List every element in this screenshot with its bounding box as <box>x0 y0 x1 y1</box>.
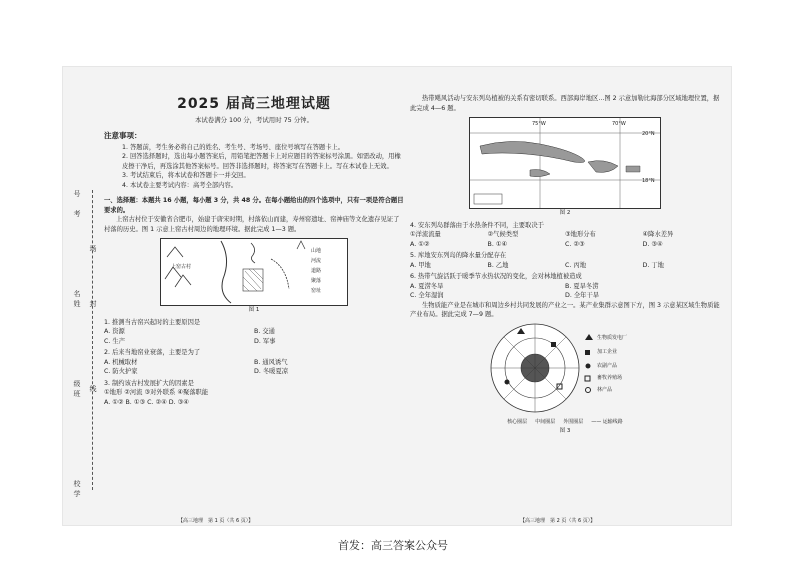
right-column <box>410 94 720 437</box>
question-stem: 3. 制约该古村发展扩大的因素是 <box>104 379 194 387</box>
side-label: 级 <box>73 380 81 387</box>
question-options <box>410 230 720 249</box>
option[interactable]: C. 全年湿润 <box>410 292 444 299</box>
option[interactable]: C. 防火护家 <box>104 368 138 375</box>
figure-3-bottom-legend <box>410 418 720 428</box>
map-legend-road: 道路 <box>311 268 322 274</box>
passage: 上窑古村位于安徽省合肥市，始建于唐宋时期，村落依山而建，寿州窑遗址、窑神庙等文化遗存见证了村落的历史。图 1 示意上窑古村周边的地理环境。据此完成 1—3 题。 <box>104 216 400 233</box>
option[interactable]: D. 冬暖夏凉 <box>254 368 289 375</box>
side-label: 名 <box>73 290 81 297</box>
passage: 生物质能产业是在城市和周边乡村共同发展的产业之一。某产业集群示意图下方，图 3 示意某区域生物质能产业布局。据此完成 7—9 题。 <box>410 301 720 318</box>
figure-2-map <box>469 117 661 209</box>
figure-3-svg <box>455 322 675 418</box>
option[interactable]: D. 全年干旱 <box>565 292 600 299</box>
paper-title: 2025 届高三地理试题 <box>177 96 331 112</box>
option[interactable]: C. 丙地 <box>565 261 586 269</box>
question-stem: 6. 热带气旋活跃于暖季节水热状况的变化，会对林地植被造成 <box>410 273 582 280</box>
figure-3-diagram <box>455 322 675 418</box>
side-label: 封 <box>89 300 97 307</box>
option[interactable]: A. 夏涝冬旱 <box>410 282 444 290</box>
option[interactable]: D. 军事 <box>254 337 276 345</box>
note-item: 2. 回答选择题时，选出每小题答案后，用铅笔把答题卡上对应题目的答案标号涂黑。如需改动，用橡皮擦干净后，再选涂其他答案标号。回答非选择题时，将答案写在答题卡上。写在本试卷上无效。 <box>122 153 401 170</box>
section-heading: 一、选择题：本题共 16 小题，每小题 3 分，共 48 分。在每小题给出的四个选项中，只有一项是符合题目要求的。 <box>104 197 404 214</box>
option: ③地形分布 <box>565 231 596 238</box>
passage: 热带飓风活动与安东列岛植被的关系有密切联系。西部海岸地区...图 2 示意加勒比海部分区域地理位置，据此完成 4—6 题。 <box>410 95 720 112</box>
side-label: 考 <box>73 210 81 217</box>
diagram-legend: 农副产品 <box>597 362 618 369</box>
note-item: 4. 本试卷主要考试内容：高考全部内容。 <box>122 181 238 189</box>
option: ①洋流流量 <box>410 231 441 238</box>
side-label: 校 <box>73 480 81 487</box>
option[interactable]: C. ②③ <box>565 240 585 248</box>
legend-item: 中间圈层 <box>535 418 556 425</box>
question-stem: 5. 库地安东列岛的降水量分配存在 <box>410 252 507 259</box>
map-label-lon: 70°W <box>612 121 626 127</box>
side-label: 班 <box>73 390 81 397</box>
map-label-lat: 20°N <box>642 131 655 137</box>
map-label-lat: 18°N <box>642 178 655 184</box>
figure-1-caption: 图 1 <box>248 307 260 313</box>
side-label: 号 <box>73 190 81 197</box>
note-item: 1. 答题前，考生务必将自己的姓名、考生号、考场号、座位号填写在答题卡上。 <box>122 143 345 151</box>
option[interactable]: A. ①② <box>410 240 430 248</box>
option[interactable]: A. ①② B. ①③ C. ②④ D. ③④ <box>104 398 189 406</box>
side-label: 学 <box>73 490 81 497</box>
side-label: 场 <box>89 245 97 252</box>
option: ①地形 ②河流 ③对外联系 ④聚落职能 <box>104 389 209 396</box>
map-legend-kiln: 窑址 <box>311 288 322 294</box>
note-item: 3. 考试结束后，将本试卷和答题卡一并交回。 <box>122 172 250 179</box>
left-column <box>104 96 404 407</box>
option[interactable]: A. 甲地 <box>410 261 431 269</box>
diagram-legend: 畜牧养殖场 <box>597 374 623 381</box>
option[interactable]: B. 通风诱气 <box>254 358 288 366</box>
side-label: 线 <box>89 385 97 392</box>
legend-item: —— 运输线路 <box>591 418 623 425</box>
figure-3-caption: 图 3 <box>559 428 571 434</box>
figure-2-svg <box>470 118 660 208</box>
option: ④降水差异 <box>642 231 674 238</box>
footer-left: 【高三地理 第 1 页（共 6 页）】 <box>178 518 254 524</box>
paper-subtitle: 本试卷满分 100 分，考试用时 75 分钟。 <box>195 115 313 124</box>
option[interactable]: A. 资源 <box>104 328 125 335</box>
watermark-text: 首发：高三答案公众号 <box>338 539 448 552</box>
option[interactable]: D. 丁地 <box>642 261 664 269</box>
figure-1-map <box>160 238 348 306</box>
question-stem: 1. 推测当古窑兴起时的主要原因是 <box>104 318 201 326</box>
option: ②气候类型 <box>487 231 519 238</box>
legend-item: 核心圈层 <box>507 418 528 425</box>
question-options <box>104 327 404 346</box>
figure-2-caption: 图 2 <box>559 210 571 216</box>
legend-item: 外围圈层 <box>563 418 584 425</box>
question-stem: 4. 安东列岛群落由于水热条件不同，主要取决于 <box>410 221 544 229</box>
option[interactable]: B. 交通 <box>254 328 275 335</box>
diagram-legend: 加工企业 <box>597 348 618 355</box>
option[interactable]: C. 生产 <box>104 337 125 345</box>
map-legend-river: 河流 <box>311 258 322 264</box>
option[interactable]: B. ①④ <box>487 240 508 248</box>
question-options <box>104 358 404 377</box>
map-legend-settlement: 聚落 <box>311 278 322 284</box>
option[interactable]: A. 机械取材 <box>104 358 138 366</box>
question-stem: 2. 后来当地窑业衰落，主要是为了 <box>104 349 201 356</box>
map-legend-mountain: 山地 <box>311 248 322 254</box>
option[interactable]: B. 乙地 <box>487 261 509 269</box>
side-label: 姓 <box>73 300 81 307</box>
map-label-village: 上窑古村 <box>171 264 192 270</box>
binding-line <box>92 190 93 490</box>
option[interactable]: B. 夏旱冬涝 <box>565 282 599 290</box>
option[interactable]: D. ③④ <box>642 240 663 248</box>
map-label-lon: 75°W <box>532 121 546 127</box>
footer-right: 【高三地理 第 2 页（共 6 页）】 <box>520 518 596 524</box>
question-options <box>410 261 720 271</box>
diagram-legend: 林产品 <box>597 386 613 393</box>
diagram-legend: 生物质发电厂 <box>597 334 628 341</box>
question-options <box>410 282 720 301</box>
notes-heading: 注意事项： <box>104 131 142 140</box>
